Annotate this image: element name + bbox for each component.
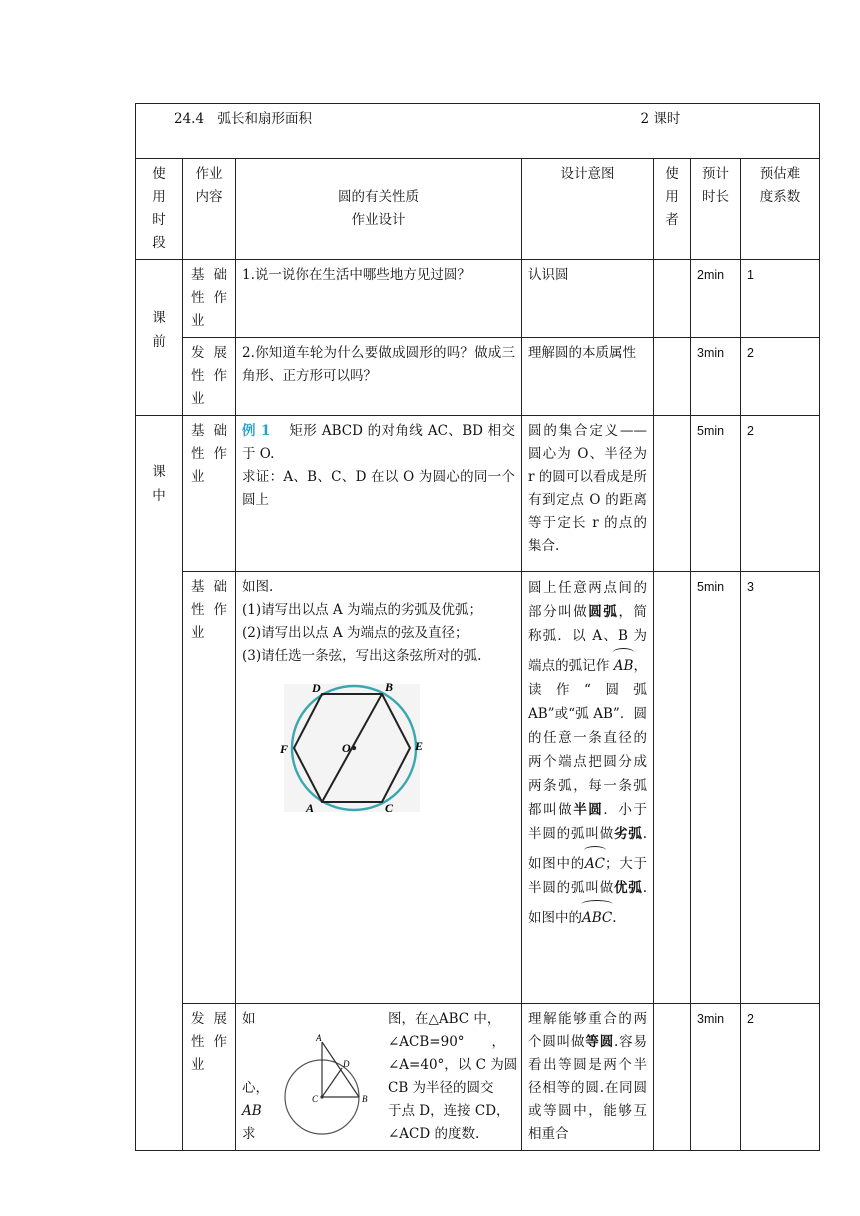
table-row: [136, 338, 820, 416]
table-row: [136, 416, 820, 572]
task-line: CB 为半径的圆交: [388, 1080, 494, 1096]
user-cell: [654, 572, 691, 1004]
task-text: 2.你知道车轮为什么要做成圆形的吗？做成三角形、正方形可以吗？: [236, 338, 522, 416]
task-text: [236, 1004, 522, 1151]
intent-text: [522, 572, 654, 1004]
table-row: [136, 572, 820, 1004]
term-arc: 圆弧: [588, 604, 619, 620]
hexagon-circle-figure: [272, 678, 432, 818]
task-type: 基础性作业: [183, 416, 236, 572]
task-text: 1.说一说你在生活中哪些地方见过圆？: [236, 260, 522, 338]
arc-ab: AB: [614, 648, 634, 678]
column-header-row: [136, 159, 820, 260]
period-header: 使 用 时 段: [136, 159, 183, 260]
label-c: C: [385, 801, 394, 815]
task-line: ∠ACD 的度数.: [388, 1126, 480, 1142]
task-type: 基础性作业: [183, 572, 236, 1004]
term-equal-circle: 等圆: [585, 1034, 615, 1050]
task-line: 于点 D，连接 CD，: [388, 1103, 510, 1119]
time-cell: 5min: [691, 572, 741, 1004]
time-cell: 5min: [691, 416, 741, 572]
example-text: 矩形 ABCD 的对角线 AC、BD 相交于 O.: [242, 423, 516, 462]
time-cell: 3min: [691, 1004, 741, 1151]
intent-text: [522, 1004, 654, 1151]
label-a: A: [306, 801, 315, 815]
design-header: [236, 159, 522, 260]
intent-part: .: [612, 910, 617, 926]
design-sub: 作业设计: [351, 212, 406, 228]
task-line: ∠ACB=90° ，: [388, 1034, 506, 1050]
word-qiu: 求: [242, 1126, 256, 1142]
term-minor-arc: 劣弧: [614, 826, 643, 842]
homework-design-table: [135, 103, 820, 1151]
intent-part: 圆上任意两点间的部分叫做: [528, 580, 647, 620]
label-e: E: [415, 739, 424, 753]
task-line: (3)请任选一条弦，写出这条弦所对的弧.: [242, 648, 482, 664]
task-right-text: [388, 1008, 518, 1146]
lesson-title: 24.4 弧长和扇形面积: [174, 111, 313, 127]
difficulty-cell: 2: [741, 1004, 820, 1151]
word-ru: 如: [242, 1011, 256, 1027]
time-cell: 3min: [691, 338, 741, 416]
table-row: [136, 260, 820, 338]
difficulty-cell: 1: [741, 260, 820, 338]
content-header: 作业 内容: [183, 159, 236, 260]
intent-part: .如图中的: [528, 880, 648, 926]
task-line: 图，在△ABC 中，: [388, 1011, 501, 1027]
task-type: 发展性作业: [183, 338, 236, 416]
label-d: D: [343, 1059, 350, 1069]
difficulty-header: 预估难 度系数: [741, 159, 820, 260]
task-line: (1)请写出以点 A 为端点的劣弧及优弧；: [242, 602, 482, 618]
label-f: F: [280, 742, 289, 756]
intent-part: .容易看出等圆是两个半径相等的圆.在同圆或等圆中，能够互相重合: [528, 1034, 648, 1142]
user-cell: [654, 416, 691, 572]
intent-part: ，简称弧．以 A、B 为端点的弧记作: [528, 604, 648, 674]
label-b: B: [385, 680, 394, 694]
difficulty-cell: 3: [741, 572, 820, 1004]
time-header: 预计 时长: [691, 159, 741, 260]
task-line: (2)请写出以点 A 为端点的弦及直径；: [242, 625, 469, 641]
task-line: 如图.: [242, 579, 274, 595]
intent-part: 理解能够重合的两个圆叫做: [528, 1011, 647, 1050]
label-a: A: [316, 1034, 322, 1043]
intent-part: .如图中的: [528, 826, 648, 872]
table-row: [136, 1004, 820, 1151]
arc-abc: ABC: [582, 900, 612, 930]
user-cell: [654, 1004, 691, 1151]
design-title: 圆的有关性质: [338, 189, 419, 205]
triangle-circle-figure: [282, 1034, 378, 1138]
intent-text: 理解圆的本质属性: [522, 338, 654, 416]
task-text: [236, 416, 522, 572]
term-major-arc: 优弧: [614, 880, 643, 896]
label-o: O: [342, 741, 351, 755]
lesson-hours: 2 课时: [640, 111, 681, 127]
intent-text: 认识圆: [522, 260, 654, 338]
stage-mid: 课 中: [136, 416, 183, 1151]
term-semicircle: 半圆: [573, 802, 604, 818]
time-cell: 2min: [691, 260, 741, 338]
intent-header: 设计意图: [522, 159, 654, 260]
task-text: [236, 572, 522, 1004]
word-ab: AB: [242, 1103, 262, 1119]
word-xin: 心，: [242, 1080, 269, 1096]
user-cell: [654, 338, 691, 416]
difficulty-cell: 2: [741, 416, 820, 572]
task-type: 发展性作业: [183, 1004, 236, 1151]
intent-part: ．小于半圆的弧叫做: [528, 802, 648, 842]
example-label: 例 1: [242, 423, 271, 439]
stage-pre: 课 前: [136, 260, 183, 416]
label-c: C: [312, 1094, 319, 1104]
title-row: [136, 104, 820, 159]
user-header: 使 用 者: [654, 159, 691, 260]
label-d: D: [312, 681, 321, 695]
task-type: 基础性作业: [183, 260, 236, 338]
example-proof: 求证：A、B、C、D 在以 O 为圆心的同一个圆上: [242, 469, 515, 508]
intent-part: ，读作“圆弧 AB”或“弧 AB”．圆的任意一条直径的两个端点把圆分成两条弧，每一条弧都叫做: [528, 658, 648, 818]
label-b: B: [362, 1094, 368, 1104]
arc-ac: AC: [585, 846, 605, 876]
intent-text: 圆的集合定义——圆心为 O、半径为 r 的圆可以看成是所有到定点 O 的距离等于定长 r 的点的集合.: [522, 416, 654, 572]
difficulty-cell: 2: [741, 338, 820, 416]
intent-part: ；大于半圆的弧叫做: [528, 856, 647, 896]
task-line: ∠A=40°，以 C 为圆: [388, 1057, 518, 1073]
user-cell: [654, 260, 691, 338]
